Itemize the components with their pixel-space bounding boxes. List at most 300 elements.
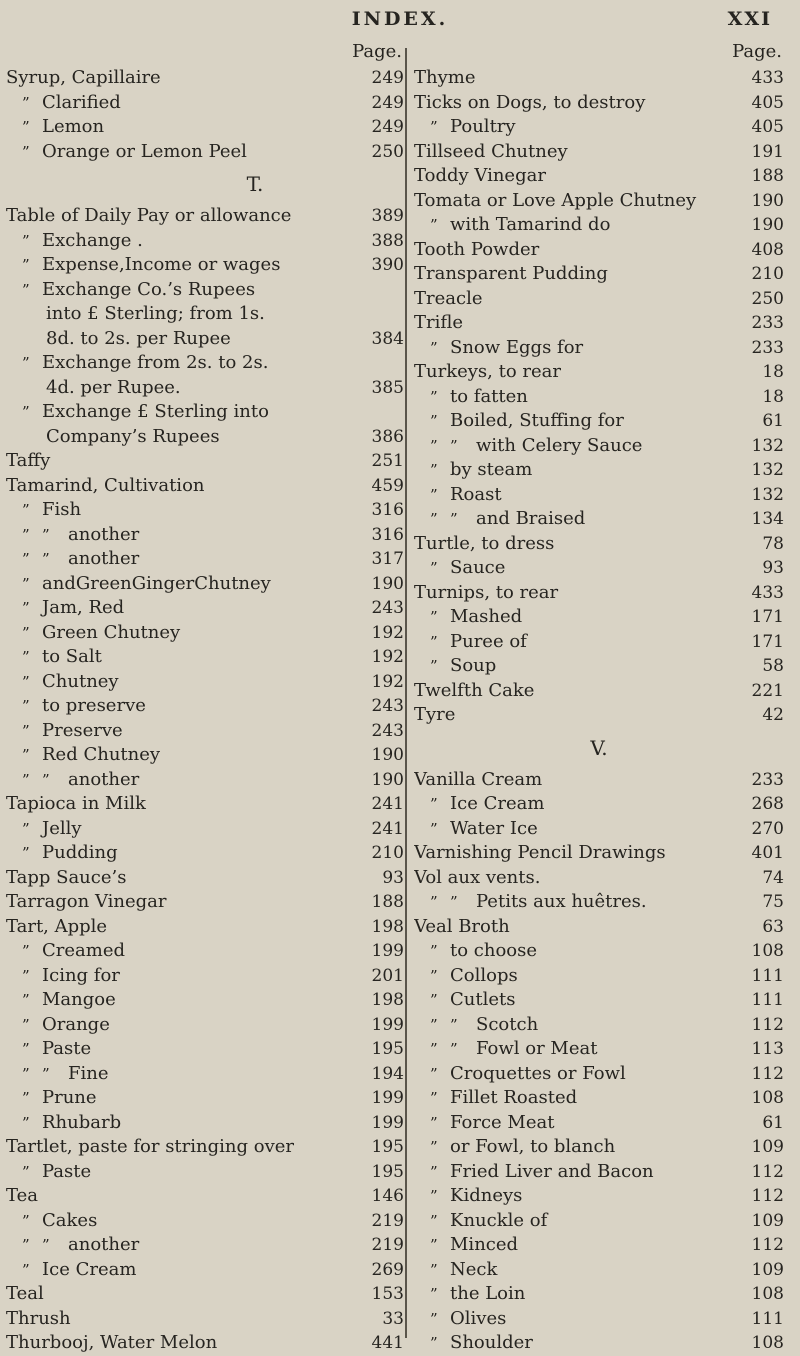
index-entry (6, 1184, 404, 1209)
entry-label: Turkeys, to rear (414, 361, 561, 382)
entry-page: 219 (371, 1235, 404, 1255)
entry-label: Fried Liver and Bacon (450, 1160, 654, 1182)
index-entry (6, 400, 404, 425)
entry-text-wrap (414, 238, 726, 263)
entry-page: 270 (751, 818, 784, 839)
entry-page: 249 (371, 68, 404, 88)
index-entry (6, 841, 404, 866)
index-entry (414, 1160, 784, 1185)
entry-page: 433 (751, 582, 784, 603)
entry-text-wrap (430, 434, 726, 459)
entry-page: 249 (371, 117, 404, 137)
entry-label: Jam, Red (42, 597, 125, 618)
entry-page: 190 (371, 573, 404, 594)
entry-label: Fish (42, 499, 82, 520)
index-entry (6, 866, 404, 891)
entry-label: Treacle (414, 287, 483, 309)
ditto-mark: ” (22, 623, 30, 642)
index-entry-continuation (6, 327, 404, 352)
entry-text-wrap (430, 409, 726, 434)
index-entry (6, 1111, 404, 1136)
entry-label: Neck (450, 1258, 498, 1280)
entry-text-wrap (430, 556, 726, 581)
entry-page: 112 (751, 1014, 784, 1035)
entry-page: 385 (371, 377, 404, 398)
index-entry (414, 988, 784, 1013)
ditto-mark: ” (430, 118, 438, 136)
ditto-mark: ” (430, 991, 438, 1009)
section-letter: V. (590, 735, 608, 760)
index-entry (414, 1013, 784, 1038)
left-column (6, 40, 404, 1356)
entry-page: 243 (371, 720, 404, 741)
entry-page: 74 (762, 867, 784, 888)
index-entry (414, 189, 784, 214)
page-number: XXI (727, 8, 772, 30)
index-entry (414, 605, 784, 630)
entry-label: Tapioca in Milk (6, 793, 146, 814)
entry-label: Fillet Roasted (450, 1087, 578, 1108)
entry-label: Kidneys (450, 1185, 523, 1206)
entry-text-wrap (430, 458, 726, 483)
index-entry (414, 1086, 784, 1111)
entry-page: 78 (762, 533, 784, 554)
entry-page: 192 (371, 647, 404, 667)
index-entry (414, 1111, 784, 1136)
entry-label: Clarified (42, 91, 121, 113)
entry-page: 146 (371, 1186, 404, 1206)
ditto-mark: ” (22, 746, 30, 764)
entry-text-wrap (414, 140, 726, 165)
entry-label: Fowl or Meat (476, 1038, 598, 1059)
entry-label: Shoulder (450, 1332, 533, 1353)
entry-text-wrap (430, 630, 726, 655)
ditto-mark: ” (430, 510, 438, 528)
entry-text-wrap (430, 988, 726, 1013)
entry-page: 192 (371, 671, 404, 692)
index-entry (6, 792, 404, 817)
entry-page: 93 (382, 867, 404, 888)
entry-text-wrap (6, 66, 346, 91)
entry-page: 109 (751, 1137, 784, 1157)
entry-label: Icing for (42, 964, 120, 986)
entry-page: 405 (751, 92, 784, 113)
entry-text-wrap (22, 1086, 346, 1111)
entry-label: Thrush (6, 1307, 71, 1329)
entry-page: 405 (751, 117, 784, 137)
entry-label: the Loin (450, 1283, 526, 1304)
entry-label: Teal (6, 1283, 44, 1304)
entry-page: 243 (371, 696, 404, 716)
entry-label: Red Chutney (42, 744, 161, 765)
entry-label: Soup (450, 655, 497, 676)
entry-page: 210 (751, 264, 784, 284)
index-entry (6, 1307, 404, 1332)
entry-label: with Celery Sauce (476, 434, 643, 456)
index-entry (414, 1282, 784, 1307)
ditto-mark: ” (22, 697, 30, 715)
entry-label: to preserve (42, 695, 146, 716)
index-entry (414, 1233, 784, 1258)
entry-text-wrap (6, 890, 346, 915)
entry-page: 268 (751, 794, 784, 814)
ditto-mark: ” (22, 93, 30, 112)
entry-label: Jelly (42, 817, 82, 839)
entry-page: 250 (751, 288, 784, 309)
index-entry (414, 1209, 784, 1234)
entry-text-wrap (414, 532, 726, 557)
index-entry (6, 474, 404, 499)
entry-text-wrap (430, 1184, 726, 1209)
index-entry (6, 1135, 404, 1160)
index-entry (414, 654, 784, 679)
ditto-mark: ” (430, 819, 438, 838)
entry-label: Orange (42, 1013, 110, 1035)
entry-page: 109 (751, 1259, 784, 1280)
index-entry (6, 229, 404, 254)
entry-label: another (68, 1234, 140, 1255)
ditto-mark: ” (430, 1236, 438, 1254)
entry-text-wrap (22, 621, 346, 646)
entry-label: Tyre (414, 704, 456, 725)
entry-page: 384 (371, 328, 404, 349)
entry-page: 199 (371, 1088, 404, 1108)
entry-label: Force Meat (450, 1111, 555, 1133)
entry-page: 33 (382, 1308, 404, 1329)
entry-label: Tartlet, paste for stringing over (6, 1136, 294, 1157)
ditto-mark: ” (22, 525, 30, 544)
page-label: Page. (732, 41, 782, 62)
index-entry (414, 1037, 784, 1062)
entry-page: 388 (371, 230, 404, 251)
entry-label: Preserve (42, 719, 123, 741)
ditto-mark: ” (22, 354, 30, 372)
ditto-mark: ” (22, 599, 30, 617)
entry-label: Fine (68, 1062, 109, 1084)
index-entry-continuation (6, 376, 404, 401)
ditto-mark: ” (430, 1260, 438, 1279)
entry-text-wrap (22, 278, 346, 303)
index-entry (414, 532, 784, 557)
entry-page: 188 (371, 892, 404, 912)
index-entry (414, 507, 784, 532)
entry-page: 190 (751, 190, 784, 211)
index-entry (6, 278, 404, 303)
index-entry (6, 66, 404, 91)
entry-page: 109 (751, 1210, 784, 1231)
ditto-mark: ” (430, 216, 438, 234)
entry-label: Knuckle of (450, 1209, 548, 1231)
entry-label: another (68, 548, 140, 569)
entry-label: Transparent Pudding (414, 263, 608, 284)
index-entry (414, 866, 784, 891)
entry-page: 251 (371, 451, 404, 471)
entry-text-wrap (430, 1111, 726, 1136)
ditto-mark: ” (22, 403, 30, 421)
ditto-mark: ” (22, 1260, 30, 1279)
entry-text-wrap (46, 302, 346, 327)
entry-page: 199 (371, 1112, 404, 1133)
index-entry (414, 66, 784, 91)
ditto-mark: ” (22, 550, 30, 568)
entry-page: 195 (371, 1039, 404, 1059)
page-column-label (414, 40, 784, 66)
entry-text-wrap (414, 262, 726, 287)
index-entry (6, 743, 404, 768)
entry-page: 219 (371, 1210, 404, 1231)
entry-page: 198 (371, 990, 404, 1010)
index-entry (6, 1282, 404, 1307)
entry-text-wrap (6, 1307, 346, 1332)
entry-page: 201 (371, 965, 404, 986)
ditto-mark: ” (22, 256, 30, 274)
index-entry-continuation (6, 302, 404, 327)
index-entry (414, 164, 784, 189)
index-entry (6, 890, 404, 915)
ditto-mark: ” (22, 280, 30, 299)
entry-text-wrap (414, 841, 726, 866)
entry-text-wrap (46, 327, 346, 352)
entry-label: Olives (450, 1307, 507, 1329)
page-header (0, 0, 800, 40)
entry-label: Green Chutney (42, 621, 181, 643)
index-entry (6, 572, 404, 597)
index-entry (414, 1135, 784, 1160)
index-entry (6, 1233, 404, 1258)
entry-label: by steam (450, 459, 533, 480)
index-entry (414, 336, 784, 361)
index-entry (414, 679, 784, 704)
index-entry (6, 768, 404, 793)
column-divider (405, 48, 407, 1338)
entry-page: 233 (751, 313, 784, 333)
ditto-mark: ” (430, 608, 438, 626)
entry-label: Ticks on Dogs, to destroy (414, 91, 646, 113)
entry-page: 191 (751, 141, 784, 162)
ditto-mark: ” (22, 672, 30, 691)
entry-page: 58 (762, 656, 784, 676)
entry-text-wrap (22, 694, 346, 719)
entry-label: Petits aux huêtres. (476, 891, 647, 912)
ditto-mark: ” (430, 485, 438, 504)
entry-label: to fatten (450, 385, 528, 407)
entry-text-wrap (430, 1135, 726, 1160)
index-entry (6, 964, 404, 989)
entry-label: Trifle (414, 312, 464, 333)
entry-page: 269 (371, 1259, 404, 1280)
entry-label: Tea (6, 1185, 38, 1206)
index-entry (6, 596, 404, 621)
entry-label: Toddy Vinegar (414, 165, 546, 186)
entry-text-wrap (22, 115, 346, 140)
entry-text-wrap (22, 351, 346, 376)
ditto-mark: ” (430, 1285, 438, 1303)
index-entry (6, 547, 404, 572)
index-entry (6, 253, 404, 278)
entry-text-wrap (22, 1013, 346, 1038)
index-entry (414, 939, 784, 964)
index-entry (6, 1209, 404, 1234)
index-entry (6, 988, 404, 1013)
index-entry (6, 1160, 404, 1185)
ditto-mark: ” (430, 795, 438, 813)
entry-page: 113 (751, 1039, 784, 1059)
entry-text-wrap (22, 91, 346, 116)
entry-text-wrap (22, 743, 346, 768)
ditto-mark: ” (22, 991, 30, 1009)
entry-page: 61 (762, 411, 784, 431)
entry-text-wrap (430, 792, 726, 817)
entry-text-wrap (6, 204, 346, 229)
entry-page: 199 (371, 1014, 404, 1035)
ditto-mark: ” (22, 118, 30, 136)
entry-label: Turtle, to dress (414, 532, 555, 554)
entry-page: 250 (371, 141, 404, 162)
entry-label: Paste (42, 1160, 92, 1182)
entry-label: Mangoe (42, 989, 116, 1010)
entry-text-wrap (22, 1111, 346, 1136)
entry-text-wrap (6, 1184, 346, 1209)
entry-label: into £ Sterling; from 1s. (46, 303, 265, 324)
ditto-mark: ” (42, 1064, 50, 1083)
entry-text-wrap (22, 596, 346, 621)
ditto-mark: ” (430, 942, 438, 960)
ditto-mark: ” (450, 1015, 458, 1034)
index-entry (6, 645, 404, 670)
entry-label: Lemon (42, 116, 105, 137)
ditto-mark: ” (450, 1040, 458, 1058)
ditto-mark: ” (450, 893, 458, 911)
entry-page: 108 (751, 1333, 784, 1353)
entry-text-wrap (414, 189, 726, 214)
entry-page: 132 (751, 460, 784, 480)
ditto-mark: ” (430, 966, 438, 985)
entry-label: Snow Eggs for (450, 336, 584, 358)
ditto-mark: ” (22, 501, 30, 519)
entry-label: Collops (450, 964, 518, 986)
entry-text-wrap (430, 483, 726, 508)
index-entry (414, 1258, 784, 1283)
entry-text-wrap (22, 645, 346, 670)
entry-label: Thyme (414, 67, 476, 88)
entry-page: 192 (371, 622, 404, 643)
index-entry (6, 817, 404, 842)
entry-page: 190 (371, 745, 404, 765)
ditto-mark: ” (22, 966, 30, 985)
ditto-mark: ” (22, 1162, 30, 1181)
ditto-mark: ” (22, 819, 30, 838)
entry-text-wrap (22, 817, 346, 842)
entry-text-wrap (22, 768, 346, 793)
entry-text-wrap (22, 1258, 346, 1283)
entry-label: Rhubarb (42, 1111, 122, 1133)
entry-text-wrap (46, 376, 346, 401)
entry-text-wrap (22, 988, 346, 1013)
entry-text-wrap (22, 1233, 346, 1258)
ditto-mark: ” (22, 142, 30, 161)
entry-page: 93 (762, 558, 784, 578)
ditto-mark: ” (22, 1113, 30, 1132)
index-entry (6, 719, 404, 744)
ditto-mark: ” (22, 770, 30, 789)
entry-text-wrap (6, 1282, 346, 1307)
entry-text-wrap (430, 964, 726, 989)
entry-page: 112 (751, 1063, 784, 1084)
entry-label: Company’s Rupees (46, 425, 220, 447)
entry-page: 316 (371, 500, 404, 520)
page-column-label (6, 40, 404, 66)
entry-page: 195 (371, 1137, 404, 1157)
entry-text-wrap (22, 400, 346, 425)
entry-label: to choose (450, 940, 538, 961)
entry-text-wrap (22, 547, 346, 572)
entry-page: 317 (371, 549, 404, 569)
entry-page: 199 (371, 941, 404, 961)
entry-label: Prune (42, 1087, 97, 1108)
ditto-mark: ” (42, 525, 50, 544)
entry-text-wrap (22, 1062, 346, 1087)
entry-text-wrap (414, 768, 726, 793)
entry-text-wrap (430, 1160, 726, 1185)
entry-text-wrap (430, 939, 726, 964)
index-entry (414, 238, 784, 263)
entry-page: 390 (371, 255, 404, 275)
index-entry (6, 1062, 404, 1087)
entry-label: Paste (42, 1038, 92, 1059)
index-entry (6, 140, 404, 165)
index-entry (414, 768, 784, 793)
entry-text-wrap (430, 1233, 726, 1258)
entry-text-wrap (22, 229, 346, 254)
entry-text-wrap (22, 523, 346, 548)
entry-text-wrap (22, 253, 346, 278)
entry-label: and Braised (476, 508, 586, 529)
entry-label: Varnishing Pencil Drawings (414, 842, 666, 863)
index-entry (6, 939, 404, 964)
index-entry (6, 523, 404, 548)
entry-text-wrap (430, 1307, 726, 1332)
index-entry (414, 1307, 784, 1332)
ditto-mark: ” (22, 648, 30, 666)
entry-page: 459 (371, 475, 404, 496)
ditto-mark: ” (22, 1089, 30, 1107)
ditto-mark: ” (430, 1162, 438, 1181)
entry-label: Roast (450, 483, 502, 505)
entry-label: Exchange from 2s. to 2s. (42, 352, 269, 373)
entry-label: Water Ice (450, 817, 538, 839)
index-entry (6, 1037, 404, 1062)
index-entry (6, 1258, 404, 1283)
entry-text-wrap (414, 91, 726, 116)
entry-page: 401 (751, 843, 784, 863)
entry-text-wrap (6, 915, 346, 940)
entry-page: 190 (371, 769, 404, 790)
entry-text-wrap (430, 654, 726, 679)
ditto-mark: ” (430, 1040, 438, 1058)
ditto-mark: ” (430, 436, 438, 455)
index-entry (414, 890, 784, 915)
ditto-mark: ” (22, 1064, 30, 1083)
entry-label: Exchange Co.’s Rupees (42, 278, 256, 300)
entry-label: Turnips, to rear (414, 581, 559, 603)
entry-label: Chutney (42, 670, 119, 692)
entry-label: 8d. to 2s. per Rupee (46, 327, 231, 349)
entry-label: Twelfth Cake (414, 679, 535, 701)
ditto-mark: ” (450, 436, 458, 455)
entry-page: 108 (751, 941, 784, 961)
entry-text-wrap (414, 164, 726, 189)
entry-text-wrap (430, 336, 726, 361)
